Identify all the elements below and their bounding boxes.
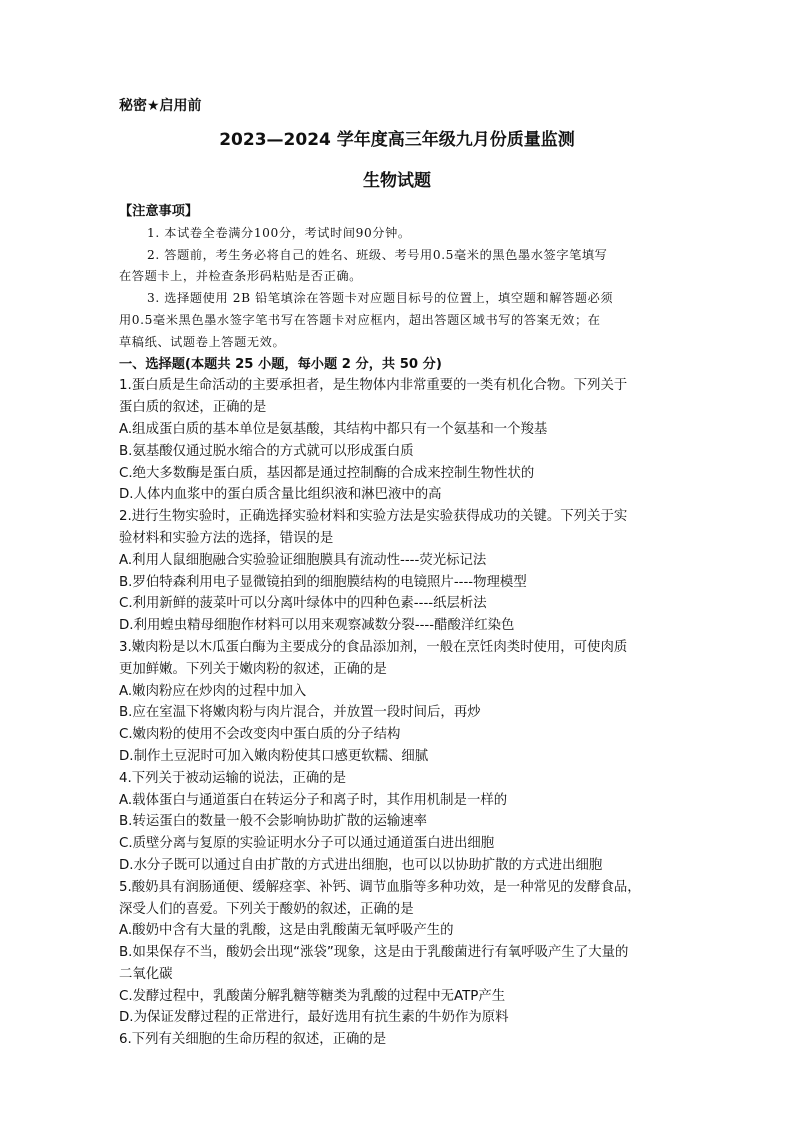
question-line: B.转运蛋白的数量一般不会影响协助扩散的运输速率 [119, 814, 428, 830]
question-line: C.发酵过程中，乳酸菌分解乳糖等糖类为乳酸的过程中无ATP产生 [119, 988, 506, 1004]
exam-title: 2023—2024 学年度高三年级九月份质量监测 [219, 130, 575, 150]
notice-line: 3. 选择题使用 2B 铅笔填涂在答题卡对应题目标号的位置上，填空题和解答题必须 [147, 291, 614, 306]
question-line: D.制作土豆泥时可加入嫩肉粉使其口感更软糯、细腻 [119, 748, 429, 764]
question-line: 4.下列关于被动运输的说法，正确的是 [119, 770, 347, 786]
section-heading: 一、选择题(本题共 25 小题，每小题 2 分，共 50 分) [119, 356, 442, 372]
question-line: B.氨基酸仅通过脱水缩合的方式就可以形成蛋白质 [119, 443, 414, 459]
confidential-mark: 秘密★启用前 [119, 98, 202, 114]
notice-line: 2. 答题前，考生务必将自己的姓名、班级、考号用0.5毫米的黑色墨水签字笔填写 [147, 247, 608, 262]
question-line: 二氧化碳 [119, 966, 173, 982]
question-line: C.利用新鲜的菠菜叶可以分离叶绿体中的四种色素----纸层析法 [119, 596, 487, 612]
notice-heading: 【注意事项】 [119, 204, 199, 219]
notice-line: 1. 本试卷全卷满分100分，考试时间90分钟。 [147, 225, 411, 240]
question-line: A.利用人鼠细胞融合实验验证细胞膜具有流动性----荧光标记法 [119, 552, 487, 568]
question-line: 6.下列有关细胞的生命历程的叙述，正确的是 [119, 1032, 387, 1048]
notice-line: 在答题卡上，并检查条形码粘贴是否正确。 [119, 269, 362, 284]
question-line: D.利用蝗虫精母细胞作材料可以用来观察减数分裂----醋酸洋红染色 [119, 618, 515, 634]
question-line: 3.嫩肉粉是以木瓜蛋白酶为主要成分的食品添加剂，一般在烹饪肉类时使用，可使肉质 [119, 639, 628, 655]
question-line: D.为保证发酵过程的正常进行，最好选用有抗生素的牛奶作为原料 [119, 1010, 509, 1026]
question-line: 更加鲜嫩。下列关于嫩肉粉的叙述，正确的是 [119, 661, 387, 677]
question-line: B.应在室温下将嫩肉粉与肉片混合，并放置一段时间后，再炒 [119, 705, 481, 721]
question-line: C.绝大多数酶是蛋白质，基因都是通过控制酶的合成来控制生物性状的 [119, 465, 535, 481]
subject-title: 生物试题 [363, 171, 431, 191]
question-line: B.如果保存不当，酸奶会出现“涨袋”现象，这是由于乳酸菌进行有氧呼吸产生了大量的 [119, 945, 629, 961]
question-line: C.嫩肉粉的使用不会改变肉中蛋白质的分子结构 [119, 727, 401, 743]
question-line: D.人体内血浆中的蛋白质含量比组织液和淋巴液中的高 [119, 487, 442, 503]
question-line: 蛋白质的叙述，正确的是 [119, 400, 267, 416]
question-line: 1.蛋白质是生命活动的主要承担者，是生物体内非常重要的一类有机化合物。下列关于 [119, 378, 628, 394]
question-list [119, 375, 661, 1051]
question-line: A.酸奶中含有大量的乳酸，这是由乳酸菌无氧呼吸产生的 [119, 923, 454, 939]
notice-line: 草稿纸、试题卷上答题无效。 [119, 334, 286, 349]
question-line: A.载体蛋白与通道蛋白在转运分子和离子时，其作用机制是一样的 [119, 792, 508, 808]
exam-body [119, 201, 661, 1051]
notice-line: 用0.5毫米黑色墨水签字笔书写在答题卡对应框内，超出答题区域书写的答案无效；在 [119, 312, 601, 327]
question-line: B.罗伯特森利用电子显微镜拍到的细胞膜结构的电镜照片----物理模型 [119, 574, 527, 590]
question-line: A.嫩肉粉应在炒肉的过程中加入 [119, 683, 307, 699]
question-line: 验材料和实验方法的选择，错误的是 [119, 530, 334, 546]
question-line: D.水分子既可以通过自由扩散的方式进出细胞，也可以以协助扩散的方式进出细胞 [119, 857, 603, 873]
question-line: A.组成蛋白质的基本单位是氨基酸，其结构中都只有一个氨基和一个羧基 [119, 421, 548, 437]
question-line: 2.进行生物实验时，正确选择实验材料和实验方法是实验获得成功的关键。下列关于实 [119, 509, 628, 525]
question-line: C.质壁分离与复原的实验证明水分子可以通过通道蛋白进出细胞 [119, 836, 495, 852]
question-line: 5.酸奶具有润肠通便、缓解痉挛、补钙、调节血脂等多种功效，是一种常见的发酵食品， [119, 879, 641, 895]
question-line: 深受人们的喜爱。下列关于酸奶的叙述，正确的是 [119, 901, 414, 917]
